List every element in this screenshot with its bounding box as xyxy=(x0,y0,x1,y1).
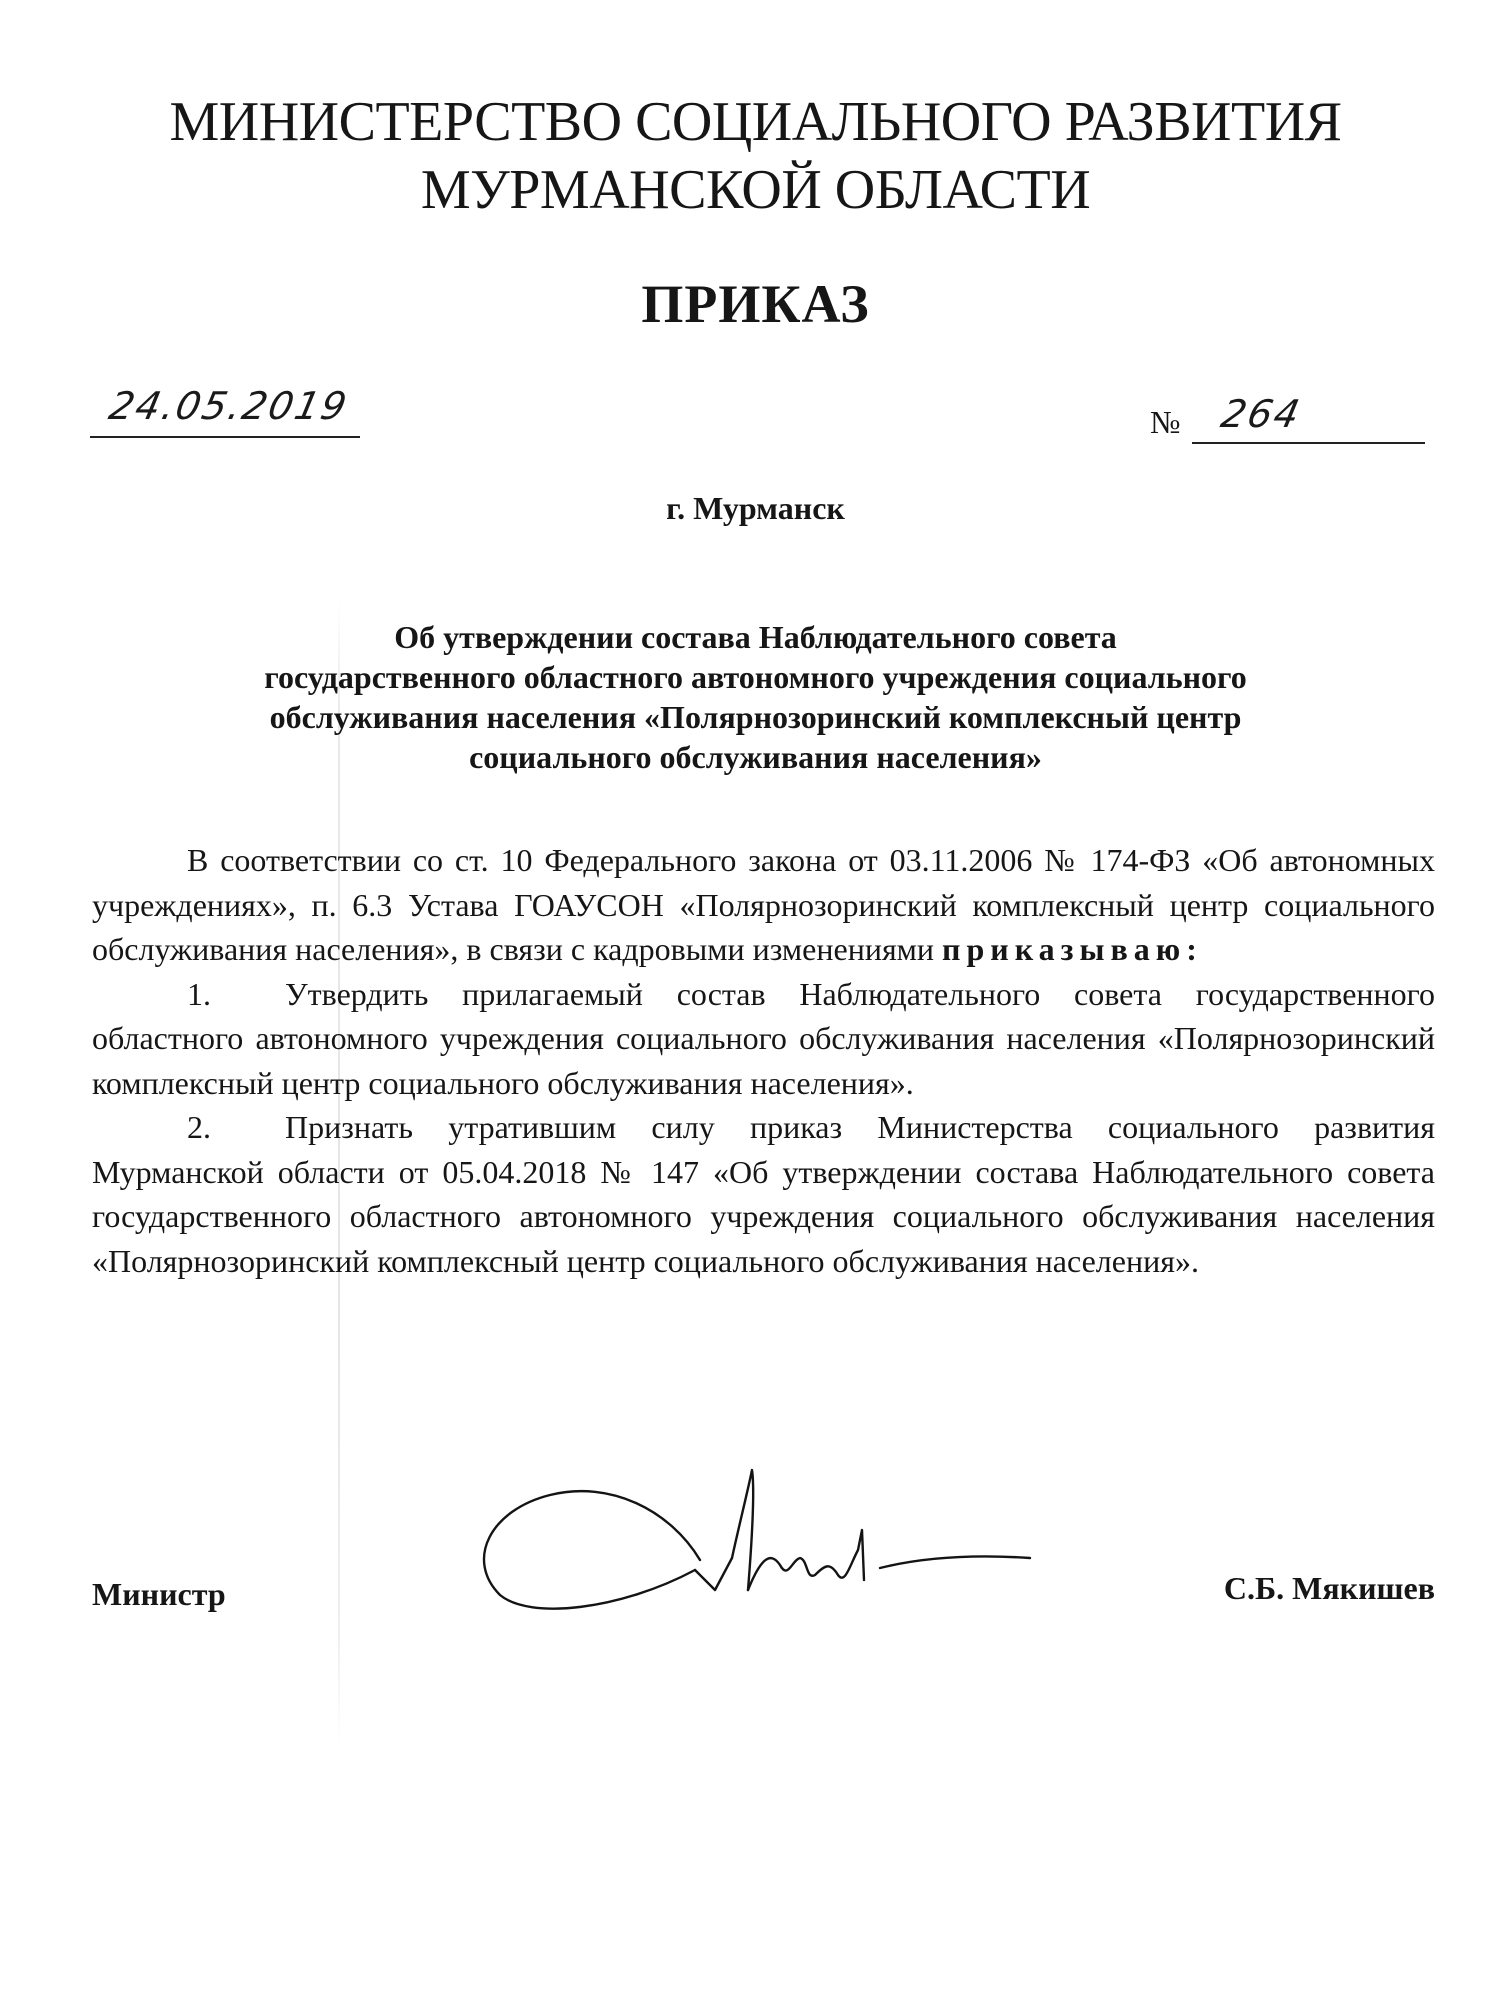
order-item-1 xyxy=(92,972,1435,1106)
order-body xyxy=(92,838,1435,1283)
item-2-number: 2. xyxy=(187,1109,211,1145)
document-type-title: ПРИКАЗ xyxy=(641,274,870,334)
order-item-2 xyxy=(92,1105,1435,1283)
item-1-text: Утвердить прилагаемый состав Наблюдательного совета государственного областного автономного учреждения социального обслуживания населения «Полярнозоринский комплексный центр социального обслуживания населения». xyxy=(92,975,1435,1101)
ministry-name-line-2: МУРМАНСКОЙ ОБЛАСТИ xyxy=(420,159,1091,221)
signer-name: С.Б. Мякишев xyxy=(1223,1570,1435,1606)
number-sign-label: № xyxy=(1150,404,1181,440)
preamble-text: В соответствии со ст. 10 Федерального закона от 03.11.2006 № 174-ФЗ «Об автономных учреждениях», п. 6.3 Устава ГОАУСОН «Полярнозоринский комплексный центр социального обслуживания населения», в связи с кадровыми изменениями xyxy=(92,842,1435,967)
order-word: приказываю: xyxy=(942,931,1203,967)
signer-position: Министр xyxy=(92,1576,226,1612)
date-field xyxy=(90,384,360,438)
number-underline xyxy=(1192,442,1425,444)
subject-line-1: Об утверждении состава Наблюдательного совета xyxy=(394,619,1117,655)
handwritten-number: 264 xyxy=(1217,392,1306,436)
order-subject xyxy=(0,617,1511,777)
signature-block xyxy=(92,1560,1435,1620)
ministry-header xyxy=(0,88,1511,224)
subject-line-3: обслуживания населения «Полярнозоринский комплексный центр xyxy=(269,699,1242,735)
number-field xyxy=(1150,392,1425,444)
ministry-name-line-1: МИНИСТЕРСТВО СОЦИАЛЬНОГО РАЗВИТИЯ xyxy=(169,91,1342,153)
item-1-number: 1. xyxy=(187,975,211,1012)
city-label: г. Мурманск xyxy=(666,490,845,526)
preamble-paragraph xyxy=(92,838,1435,972)
subject-line-4: социального обслуживания населения» xyxy=(469,739,1042,775)
subject-line-2: государственного областного автономного учреждения социального xyxy=(264,659,1247,695)
item-2-text: Признать утратившим силу приказ Министерства социального развития Мурманской области от 05.04.2018 № 147 «Об утверждении состава Наблюдательного совета государственного областного автономного учреждения социального обслуживания населения «Полярнозоринский комплексный центр социального обслуживания населения». xyxy=(92,1109,1435,1279)
handwritten-date: 24.05.2019 xyxy=(105,384,353,428)
